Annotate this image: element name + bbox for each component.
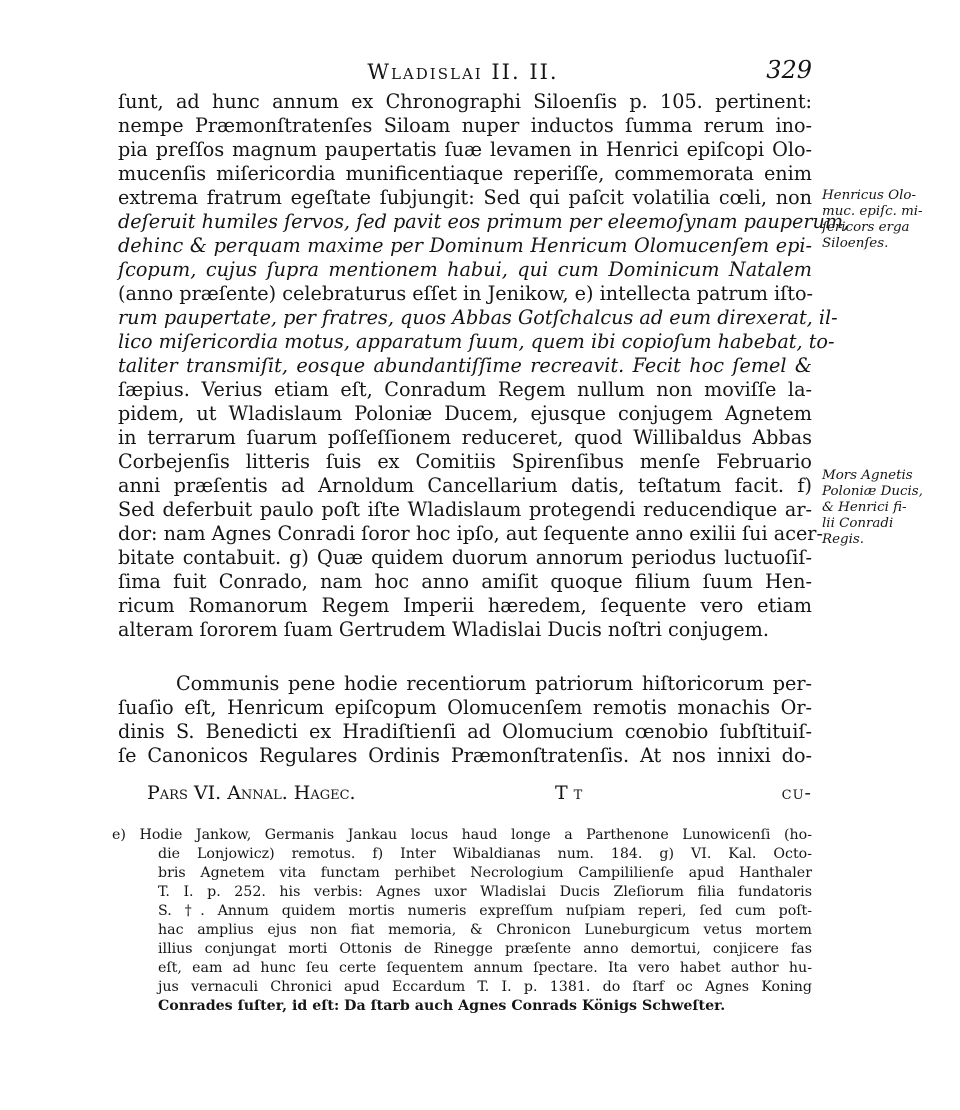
text-line: dor: nam Agnes Conradi ſoror hoc ipſo, aut ſequente anno exilii ſui acer- [118,522,823,545]
paragraph-gap [118,642,812,672]
text-line: dehinc & perquam maxime per Dominum Henricum Olomucenſem epi- [118,234,812,257]
text-line: ſuaſio eſt, Henricum epiſcopum Olomucenſem remotis monachis Or- [118,696,812,719]
margin-note-line: muc. epiſc. mi- [822,204,923,219]
text-line: pia preſſos magnum paupertatis ſuæ levamen in Henrici epiſcopi Olo- [118,138,812,161]
footnote-line: hac amplius ejus non fiat memoria, & Chronicon Luneburgicum vetus mortem [158,922,812,938]
signature-mark: T t [554,782,583,804]
footnote-line: jus vernaculi Chronici apud Eccardum T. I. p. 1381. do ſtarf oc Agnes Koning [158,979,812,995]
footnote-line: e) Hodie Jankow, Germanis Jankau locus haud longe a Parthenone Lunowicenſi (ho- [112,827,812,843]
paragraph-2 [118,672,812,768]
footnote-line: eſt, eam ad hunc ſeu certe ſequentem annum ſpectare. Ita vero habet author hu- [158,960,812,976]
text-line: mucenſis miſericordia munificentiaque reperiſſe, commemorata enim [118,162,812,185]
text-line: in terrarum ſuarum poſſeſſionem reduceret, quod Willibaldus Abbas [118,426,812,449]
text-line: ſunt, ad hunc annum ex Chronographi Siloenſis p. 105. pertinent: [118,90,812,113]
margin-note-line: Poloniæ Ducis, [822,484,923,499]
catchword: cu- [781,782,812,804]
margin-note-henricus [822,188,932,252]
text-line: nempe Præmonſtratenſes Siloam nuper inductos ſumma rerum ino- [118,114,812,137]
margin-note-line: lii Conradi [822,516,894,531]
footnote-line: illius conjungat morti Ottonis de Rinegge præſente anno demortui, conjicere fas [158,941,812,957]
text-line: ſima fuit Conrado, nam hoc anno amiſit quoque filium ſuum Hen- [118,570,812,593]
margin-note-line: Mors Agnetis [822,468,913,483]
text-line: ſæpius. Verius etiam eſt, Conradum Regem nullum non moviſſe la- [118,378,812,401]
text-line: alteram ſororem ſuam Gertrudem Wladislai Ducis noſtri conjugem. [118,618,769,641]
footnote-line: T. I. p. 252. his verbis: Agnes uxor Wladislai Ducis Zleſiorum filia fundatoris [158,884,812,900]
text-line: ricum Romanorum Regem Imperii hæredem, ſequente vero etiam [118,594,812,617]
footnote-line: die Lonjowicz) remotus. f) Inter Wibaldianas num. 184. g) VI. Kal. Octo- [158,846,812,862]
text-line: taliter transmiſit, eosque abundantiſſime recreavit. Fecit hoc ſemel & [118,354,812,377]
footnote-line: Conrades ſuſter, id eſt: Da ſtarb auch Agnes Conrads Königs Schweſter. [158,998,726,1014]
footnote-line: S. †. Annum quidem mortis numeris expreſſum nuſpiam reperi, ſed cum poſt- [158,903,812,919]
text-line: Corbejenſis litteris ſuis ex Comitiis Spirenſibus menſe Februario [118,450,812,473]
text-line: ſe Canonicos Regulares Ordinis Præmonſtratenſis. At nos innixi do- [118,744,812,767]
text-line: pidem, ut Wladislaum Poloniæ Ducem, ejusque conjugem Agnetem [118,402,812,425]
margin-note-line: Siloenſes. [822,236,889,251]
page-number: 329 [766,56,812,84]
footnotes [112,826,812,1016]
footnote-line: bris Agnetem vita functam perhibet Necrologium Campililienſe apud Hanthaler [158,865,812,881]
text-line: Communis pene hodie recentiorum patriorum hiſtoricorum per- [176,672,812,695]
text-line: bitate contabuit. g) Quæ quidem duorum annorum periodus luctuoſiſ- [118,546,812,569]
text-line: (anno præſente) celebraturus eſſet in Jenikow, e) intellecta patrum iſto- [118,282,814,305]
margin-note-mors-agnetis [822,468,932,548]
text-line: lico miſericordia motus, apparatum ſuum, quem ibi copioſum habebat, to- [118,330,835,353]
margin-note-line: & Henrici fi- [822,500,907,515]
text-line: extrema fratrum egeſtate ſubjungit: Sed qui paſcit volatilia cœli, non [118,186,812,209]
text-line: ſcopum, cujus ſupra mentionem habui, qui cum Dominicum Natalem [118,258,812,281]
signature-part: Pars VI. Annal. Hagec. [147,782,356,804]
text-line: rum paupertate, per fratres, quos Abbas Gotſchalcus ad eum direxerat, il- [118,306,838,329]
text-line: dinis S. Benedicti ex Hradiſtienſi ad Olomucium cœnobio ſubſtituiſ- [118,720,812,743]
text-line: Sed deferbuit paulo poſt iſte Wladislaum protegendi reducendique ar- [118,498,812,521]
margin-note-line: ſericors erga [822,220,910,235]
text-line: anni præſentis ad Arnoldum Cancellarium datis, teſtatum facit. f) [118,474,812,497]
margin-note-line: Regis. [822,532,864,547]
running-head: Wladislai II. II. [367,60,559,84]
text-line: deſeruit humiles ſervos, ſed pavit eos primum per eleemoſynam pauperum, [118,210,850,233]
margin-note-line: Henricus Olo- [822,188,917,203]
signature-line [147,782,812,804]
